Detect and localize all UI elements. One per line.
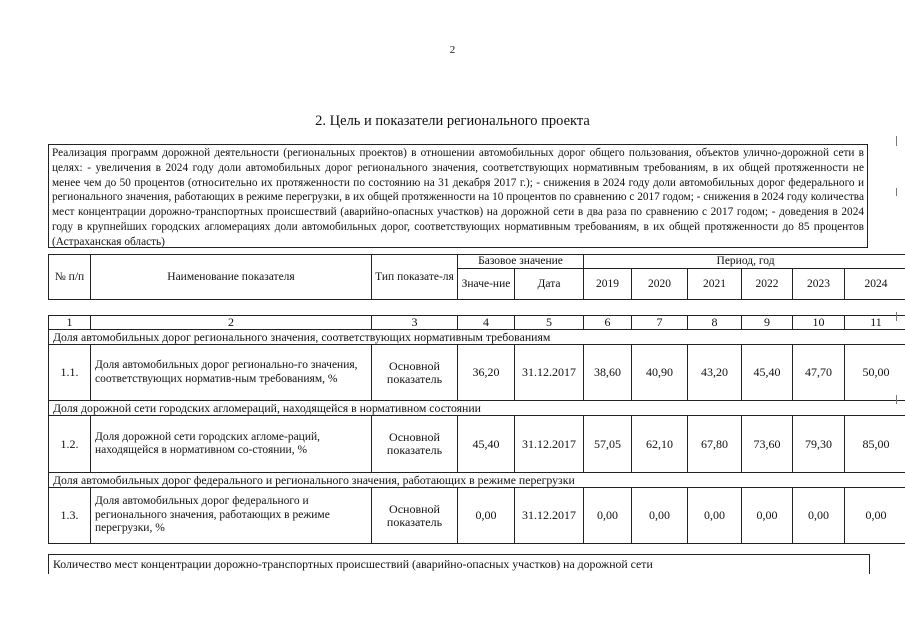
page-number: 2 bbox=[449, 44, 456, 56]
value-2021: 0,00 bbox=[688, 488, 742, 544]
value-2024: 85,00 bbox=[845, 416, 905, 473]
value-2020: 0,00 bbox=[632, 488, 688, 544]
header-base-date: Дата bbox=[515, 269, 584, 300]
column-number: 7 bbox=[632, 316, 688, 330]
column-number: 3 bbox=[372, 316, 458, 330]
value-2020: 40,90 bbox=[632, 345, 688, 401]
column-number: 1 bbox=[49, 316, 91, 330]
table-row bbox=[49, 488, 905, 544]
column-number: 5 bbox=[515, 316, 584, 330]
column-number: 4 bbox=[458, 316, 515, 330]
row-number: 1.3. bbox=[49, 488, 91, 544]
value-2023: 47,70 bbox=[793, 345, 845, 401]
section-title: Доля дорожной сети городских агломераций, находящейся в нормативном состоянии bbox=[49, 401, 905, 416]
base-date: 31.12.2017 bbox=[515, 416, 584, 473]
value-2022: 73,60 bbox=[742, 416, 793, 473]
value-2019: 57,05 bbox=[584, 416, 632, 473]
value-2023: 0,00 bbox=[793, 488, 845, 544]
section-row bbox=[49, 330, 905, 345]
column-number: 9 bbox=[742, 316, 793, 330]
column-number: 2 bbox=[91, 316, 372, 330]
project-goal-text: Реализация программ дорожной деятельности (региональных проектов) в отношении автомобильных дорог общего пользования, объектов улично-дорожной сети в целях: - увеличения в 2024 году доли автомобильных дорог регионального значения, соответствующих нормативным требованиям, в их общей протяженности не менее чем до 50 процентов (относительно их протяженности по состоянию на 31 декабря 2017 г.); - снижения в 2024 году доли автомобильных дорог федерального и регионального значения, работающих в режиме перегрузки, в их общей протяженности на 10 процентов по сравнению с 2017 годом; - снижения в 2024 году количества мест концентрации дорожно-транспортных происшествий (аварийно-опасных участков) на дорожной сети в два раза по сравнению с 2017 годом; - доведения в 2024 году в крупнейших городских агломерациях доли автомобильных дорог, соответствующих нормативным требованиям, в их общей протяженности до 85 процентов (Астраханская область) bbox=[48, 144, 868, 248]
value-2023: 79,30 bbox=[793, 416, 845, 473]
indicator-type: Основной показатель bbox=[372, 345, 458, 401]
indicators-table bbox=[48, 315, 905, 544]
header-name: Наименование показателя bbox=[91, 255, 372, 300]
column-numbers-row bbox=[49, 316, 905, 330]
indicators-header-table bbox=[48, 254, 905, 300]
scan-artifact bbox=[896, 188, 897, 196]
header-num: № п/п bbox=[49, 255, 91, 300]
value-2022: 45,40 bbox=[742, 345, 793, 401]
column-number: 11 bbox=[845, 316, 905, 330]
section-heading: 2. Цель и показатели регионального проекта bbox=[315, 113, 590, 129]
value-2020: 62,10 bbox=[632, 416, 688, 473]
header-base-value: Значе-ние bbox=[458, 269, 515, 300]
indicator-type: Основной показатель bbox=[372, 416, 458, 473]
base-date: 31.12.2017 bbox=[515, 488, 584, 544]
value-2024: 50,00 bbox=[845, 345, 905, 401]
value-2022: 0,00 bbox=[742, 488, 793, 544]
indicator-type: Основной показатель bbox=[372, 488, 458, 544]
value-2021: 67,80 bbox=[688, 416, 742, 473]
header-year: 2019 bbox=[584, 269, 632, 300]
base-value: 0,00 bbox=[458, 488, 515, 544]
section-title: Доля автомобильных дорог регионального значения, соответствующих нормативным требованиям bbox=[49, 330, 905, 345]
section-row bbox=[49, 401, 905, 416]
header-year: 2020 bbox=[632, 269, 688, 300]
value-2019: 38,60 bbox=[584, 345, 632, 401]
header-type: Тип показате-ля bbox=[372, 255, 458, 300]
base-date: 31.12.2017 bbox=[515, 345, 584, 401]
indicator-name: Доля автомобильных дорог федерального и регионального значения, работающих в режиме перегрузки, % bbox=[91, 488, 372, 544]
scan-artifact bbox=[896, 136, 897, 146]
row-number: 1.1. bbox=[49, 345, 91, 401]
value-2021: 43,20 bbox=[688, 345, 742, 401]
header-year: 2022 bbox=[742, 269, 793, 300]
column-number: 8 bbox=[688, 316, 742, 330]
scan-artifact bbox=[896, 395, 897, 404]
header-period: Период, год bbox=[584, 255, 905, 269]
table-row bbox=[49, 416, 905, 473]
section-row bbox=[49, 473, 905, 488]
header-year: 2021 bbox=[688, 269, 742, 300]
base-value: 36,20 bbox=[458, 345, 515, 401]
header-base: Базовое значение bbox=[458, 255, 584, 269]
row-number: 1.2. bbox=[49, 416, 91, 473]
indicator-name: Доля автомобильных дорог регионально-го значения, соответствующих норматив-ным требованиям, % bbox=[91, 345, 372, 401]
header-year: 2023 bbox=[793, 269, 845, 300]
base-value: 45,40 bbox=[458, 416, 515, 473]
last-section-title: Количество мест концентрации дорожно-транспортных происшествий (аварийно-опасных участков) на дорожной сети bbox=[48, 554, 870, 574]
section-title: Доля автомобильных дорог федерального и регионального значения, работающих в режиме перегрузки bbox=[49, 473, 905, 488]
scan-artifact bbox=[896, 312, 897, 321]
table-row bbox=[49, 345, 905, 401]
value-2019: 0,00 bbox=[584, 488, 632, 544]
header-year: 2024 bbox=[845, 269, 905, 300]
column-number: 10 bbox=[793, 316, 845, 330]
column-number: 6 bbox=[584, 316, 632, 330]
value-2024: 0,00 bbox=[845, 488, 905, 544]
indicator-name: Доля дорожной сети городских агломе-раций, находящейся в нормативном со-стоянии, % bbox=[91, 416, 372, 473]
